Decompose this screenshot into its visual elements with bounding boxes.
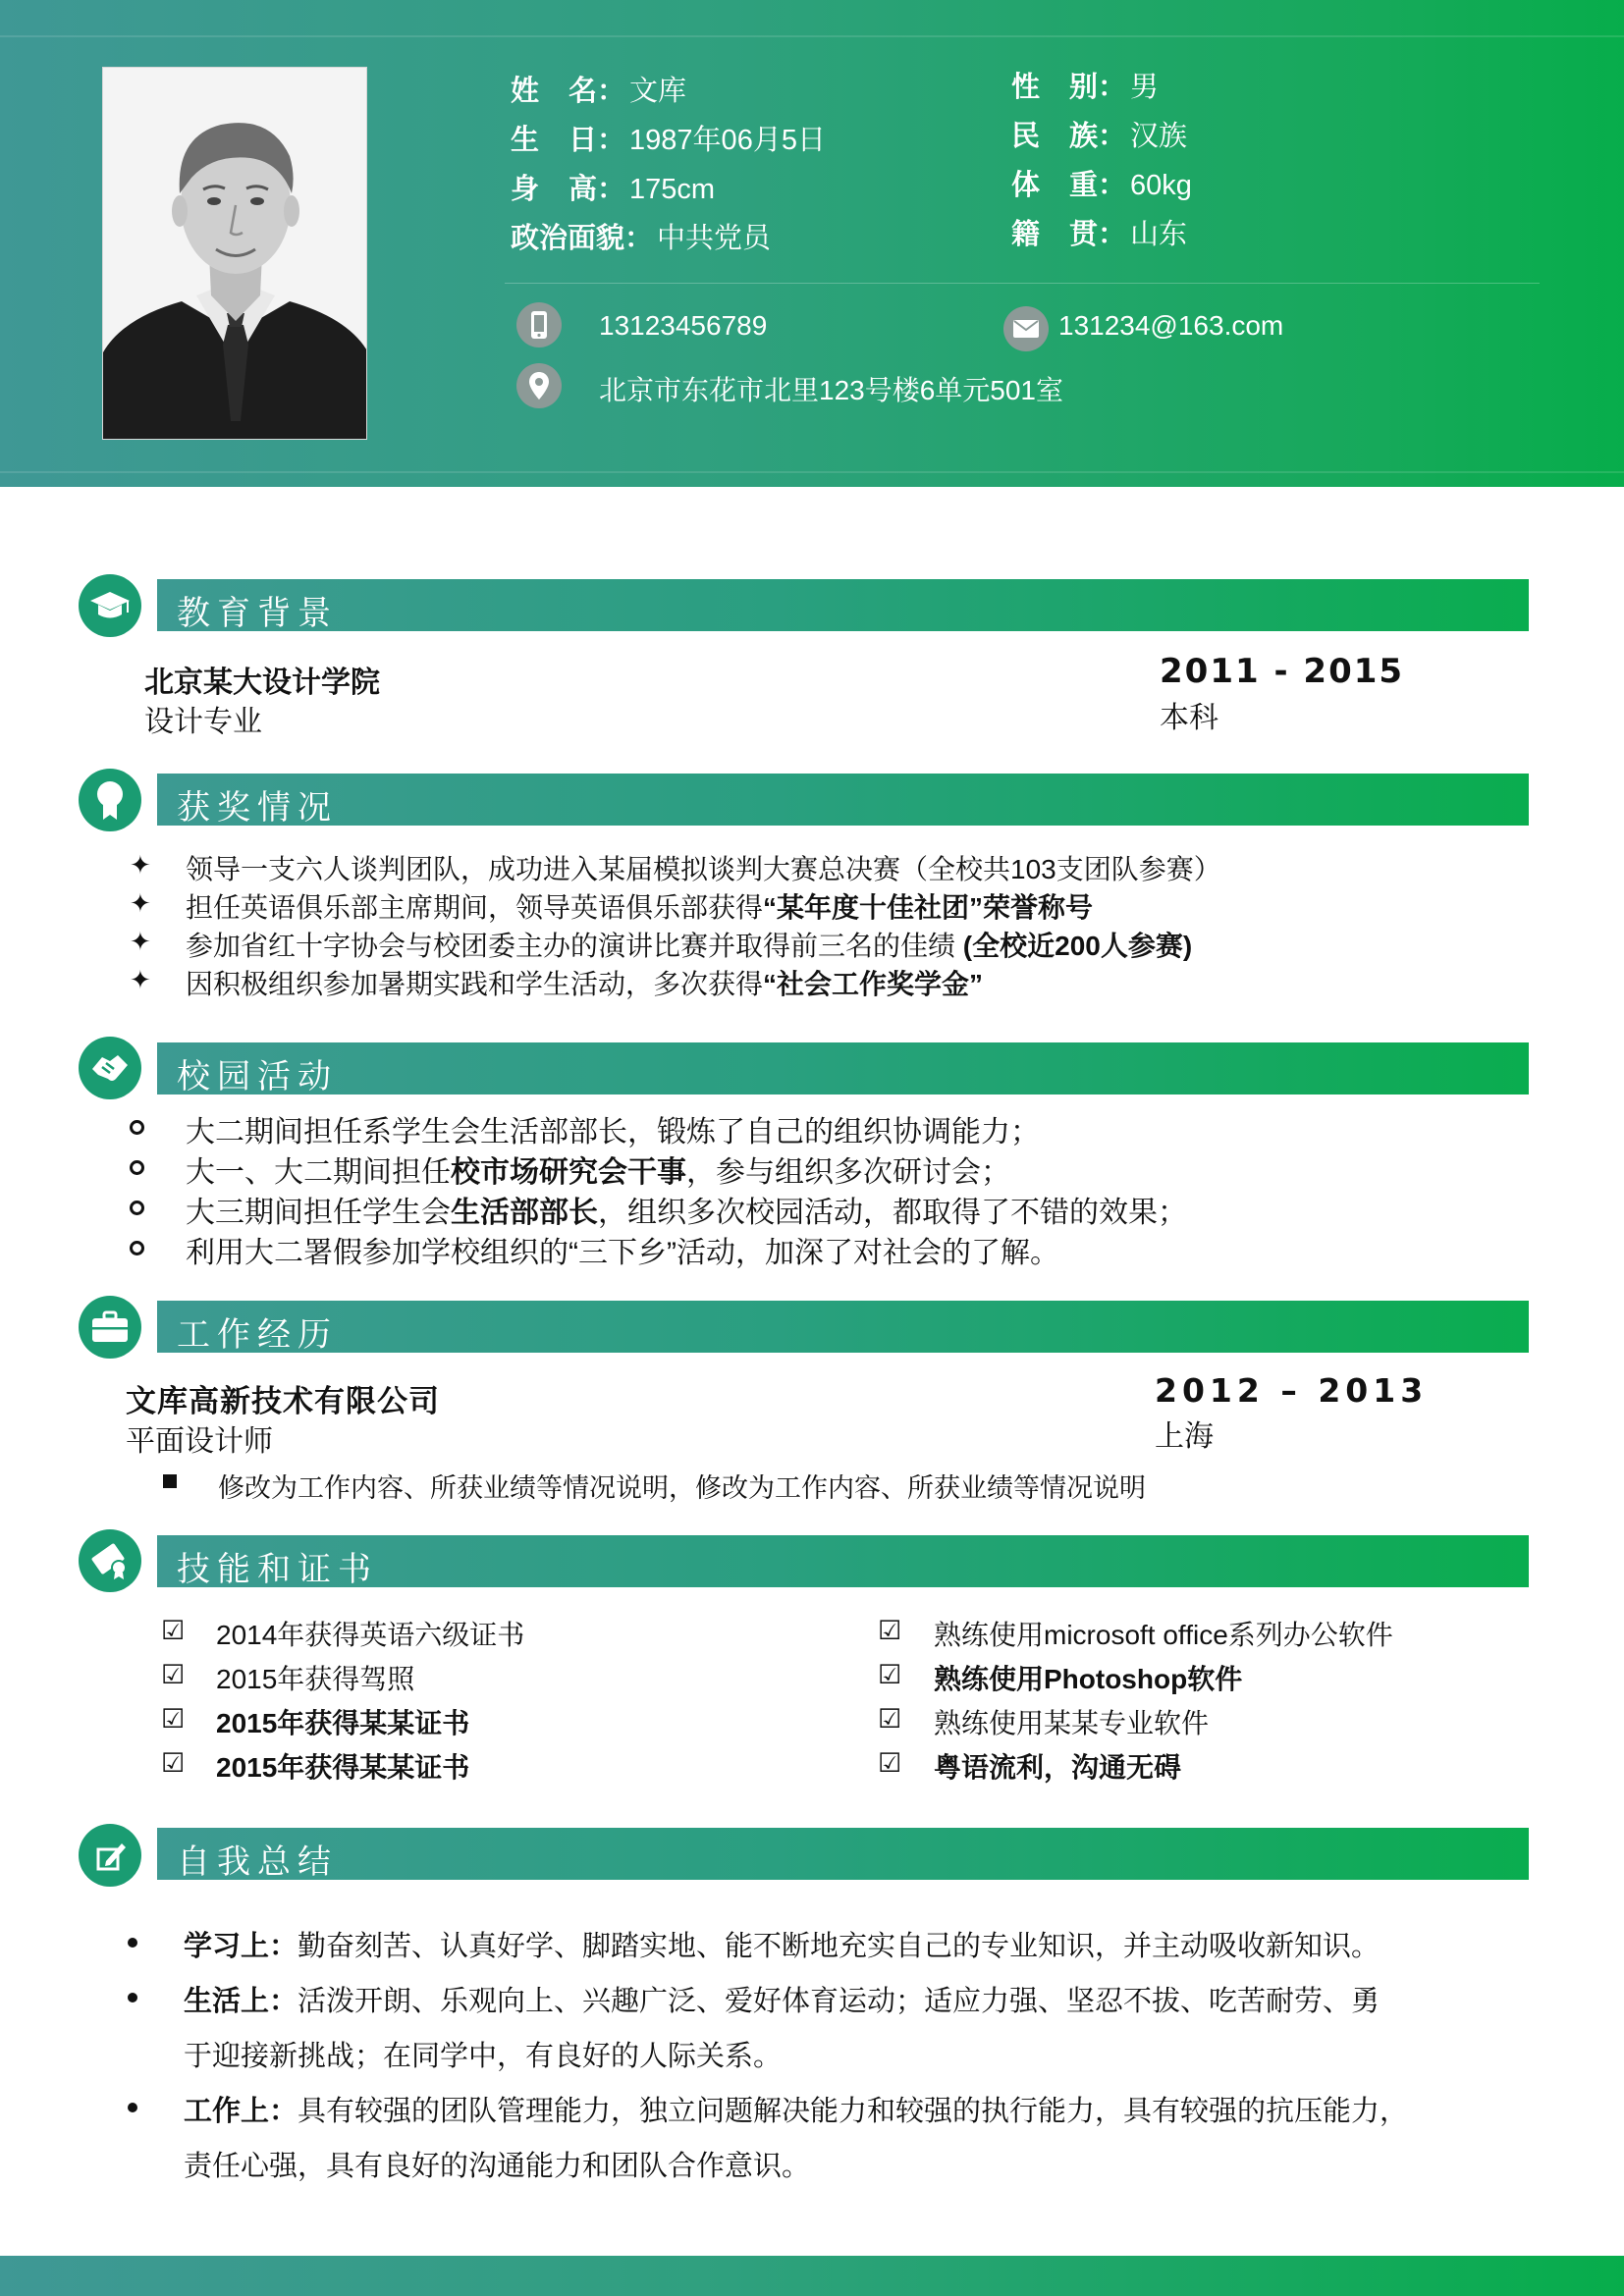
resume-header (0, 0, 1624, 487)
checkbox-checked-icon: ☑ (161, 1660, 186, 1689)
campus-item (186, 1107, 1040, 1150)
campus-item-pre: 大一、大二期间担任 (186, 1156, 451, 1189)
award-item (186, 886, 1093, 926)
mobile-phone-icon (516, 302, 562, 347)
checkbox-checked-icon: ☑ (878, 1616, 902, 1645)
info-ethnicity: 民族： 汉族 (1011, 114, 1187, 154)
home-address: 北京市东花市北里123号楼6单元501室 (599, 375, 1064, 405)
award-item (186, 963, 983, 1002)
info-origin: 籍贯： 山东 (1011, 212, 1187, 252)
award-item (186, 848, 1221, 887)
work-period: 2012 – 2013 (1155, 1371, 1429, 1410)
summary-life-text-1: 活泼开朗、乐观向上、兴趣广泛、爱好体育运动；适应力强、坚忍不拔、吃苦耐劳、勇 (298, 1986, 1380, 2017)
weight-value: 60kg (1130, 170, 1192, 201)
school-name: 北京某大设计学院 (144, 667, 380, 699)
birth-value: 1987年06月5日 (629, 125, 826, 156)
circle-bullet-icon (130, 1201, 144, 1215)
edit-icon (79, 1824, 141, 1887)
graduation-cap-icon (79, 574, 141, 637)
award-item-text: 因积极组织参加暑期实践和学生活动，多次获得 (186, 969, 764, 999)
skill-item: 2015年获得某某证书 (216, 1752, 470, 1783)
skill-item: 熟练使用Photoshop软件 (934, 1664, 1243, 1694)
summary-life-text-2: 于迎接新挑战；在同学中，有良好的人际关系。 (184, 2041, 783, 2072)
section-bar-campus (157, 1042, 1529, 1095)
section-bar-work (157, 1301, 1529, 1353)
skill-item: 2015年获得某某证书 (216, 1708, 470, 1738)
weight-label: 体重 (1011, 170, 1099, 201)
summary-work-text-2: 责任心强，具有良好的沟通能力和团队合作意识。 (184, 2151, 811, 2182)
checkbox-checked-icon: ☑ (878, 1660, 902, 1689)
political-label: 政治面貌 (511, 223, 625, 254)
major: 设计专业 (144, 706, 262, 738)
section-bar-skills (157, 1535, 1529, 1587)
summary-work-label: 工作上： (184, 2096, 298, 2127)
handshake-icon (79, 1037, 141, 1099)
skill-item: 粤语流利，沟通无碍 (934, 1752, 1182, 1783)
work-description: 修改为工作内容、所获业绩等情况说明，修改为工作内容、所获业绩等情况说明 (218, 1473, 1146, 1503)
campus-item-post: ，组织多次校园活动，都取得了不错的效果； (598, 1197, 1187, 1229)
job-position: 平面设计师 (126, 1425, 273, 1458)
checkbox-checked-icon: ☑ (161, 1704, 186, 1734)
medal-icon (79, 769, 141, 831)
birth-label: 生日 (511, 125, 598, 156)
section-title-summary: 自我总结 (177, 1843, 338, 1881)
origin-label: 籍贯 (1011, 219, 1099, 250)
section-title-awards: 获奖情况 (177, 789, 338, 827)
summary-study-label: 学习上： (184, 1931, 298, 1962)
award-item-text: 参加省红十字协会与校团委主办的演讲比赛并取得前三名的佳绩 (186, 931, 963, 961)
section-title-work: 工作经历 (177, 1316, 338, 1354)
award-item (186, 925, 1192, 964)
ethnicity-value: 汉族 (1130, 121, 1188, 152)
circle-bullet-icon (130, 1120, 144, 1135)
height-label: 身高 (511, 174, 598, 205)
height-value: 175cm (629, 174, 716, 205)
phone-number[interactable]: 13123456789 (599, 310, 768, 341)
section-title-skills: 技能和证书 (177, 1551, 378, 1588)
summary-life (184, 1979, 1380, 2019)
star-bullet-icon: ✦ (130, 927, 151, 956)
dot-bullet-icon (128, 2103, 137, 2112)
envelope-icon (1003, 306, 1049, 351)
info-name: 姓名： 文库 (511, 69, 686, 109)
skill-item: 2014年获得英语六级证书 (216, 1620, 525, 1650)
summary-life-label: 生活上： (184, 1986, 298, 2017)
name-label: 姓名 (511, 76, 598, 107)
award-item-text: 领导一支六人谈判团队，成功进入某届模拟谈判大赛总决赛（全校共103支团队参赛） (186, 854, 1221, 884)
campus-item-bold: 生活部部长 (451, 1197, 598, 1229)
header-separator (505, 283, 1540, 284)
star-bullet-icon: ✦ (130, 850, 151, 880)
square-bullet-icon (163, 1474, 177, 1488)
location-pin-icon (516, 363, 562, 408)
checkbox-checked-icon: ☑ (161, 1748, 186, 1778)
degree: 本科 (1160, 702, 1218, 734)
header-divider-top (0, 35, 1624, 37)
info-birth: 生日： 1987年06月5日 (511, 118, 826, 158)
summary-study (184, 1924, 1380, 1964)
name-value: 文库 (629, 76, 687, 107)
section-title-education: 教育背景 (177, 595, 338, 632)
campus-item-pre: 利用大二署假参加学校组织的“三下乡”活动，加深了对社会的了解。 (186, 1237, 1059, 1269)
award-item-highlight: “某年度十佳社团”荣誉称号 (763, 892, 1094, 923)
briefcase-icon (79, 1296, 141, 1359)
info-weight: 体重： 60kg (1011, 163, 1192, 203)
circle-bullet-icon (130, 1241, 144, 1255)
campus-item-pre: 大三期间担任学生会 (186, 1197, 451, 1229)
summary-study-text: 勤奋刻苦、认真好学、脚踏实地、能不断地充实自己的专业知识，并主动吸收新知识。 (298, 1931, 1380, 1962)
certificate-icon (79, 1529, 141, 1592)
award-item-highlight: “社会工作奖学金” (763, 969, 984, 999)
campus-item (186, 1228, 1059, 1271)
section-title-campus: 校园活动 (177, 1058, 338, 1095)
campus-item-pre: 大二期间担任系学生会生活部部长，锻炼了自己的组织协调能力； (186, 1116, 1040, 1148)
checkbox-checked-icon: ☑ (161, 1616, 186, 1645)
campus-item (186, 1148, 1010, 1191)
resume-footer (0, 2256, 1624, 2296)
dot-bullet-icon (128, 1993, 137, 2002)
section-bar-summary (157, 1828, 1529, 1880)
summary-work (184, 2089, 1408, 2129)
info-gender: 性别： 男 (1011, 65, 1159, 105)
info-political: 政治面貌： 中共党员 (511, 216, 771, 256)
dot-bullet-icon (128, 1938, 137, 1948)
portrait-illustration (103, 68, 367, 440)
checkbox-checked-icon: ☑ (878, 1704, 902, 1734)
work-location: 上海 (1155, 1420, 1214, 1453)
award-item-highlight: (全校近200人参赛) (962, 931, 1193, 961)
gender-value: 男 (1130, 72, 1160, 103)
star-bullet-icon: ✦ (130, 965, 151, 994)
campus-item-bold: 校市场研究会干事 (451, 1156, 686, 1189)
star-bullet-icon: ✦ (130, 888, 151, 918)
campus-item (186, 1188, 1187, 1231)
profile-photo (102, 67, 367, 440)
section-bar-awards (157, 774, 1529, 826)
email-address[interactable]: 131234@163.com (1058, 310, 1284, 341)
circle-bullet-icon (130, 1160, 144, 1175)
gender-label: 性别 (1011, 72, 1099, 103)
company-name: 文库高新技术有限公司 (126, 1384, 440, 1418)
education-period: 2011 - 2015 (1160, 652, 1405, 691)
summary-work-text-1: 具有较强的团队管理能力，独立问题解决能力和较强的执行能力，具有较强的抗压能力， (298, 2096, 1409, 2127)
award-item-text: 担任英语俱乐部主席期间，领导英语俱乐部获得 (186, 892, 764, 923)
header-divider-bottom (0, 471, 1624, 473)
origin-value: 山东 (1130, 219, 1188, 250)
political-value: 中共党员 (657, 223, 772, 254)
ethnicity-label: 民族 (1011, 121, 1099, 152)
skill-item: 熟练使用某某专业软件 (934, 1708, 1210, 1738)
skill-item: 熟练使用microsoft office系列办公软件 (934, 1620, 1393, 1650)
section-bar-education (157, 579, 1529, 631)
info-height: 身高： 175cm (511, 167, 715, 207)
checkbox-checked-icon: ☑ (878, 1748, 902, 1778)
campus-item-post: ，参与组织多次研讨会； (686, 1156, 1010, 1189)
skill-item: 2015年获得驾照 (216, 1664, 415, 1694)
